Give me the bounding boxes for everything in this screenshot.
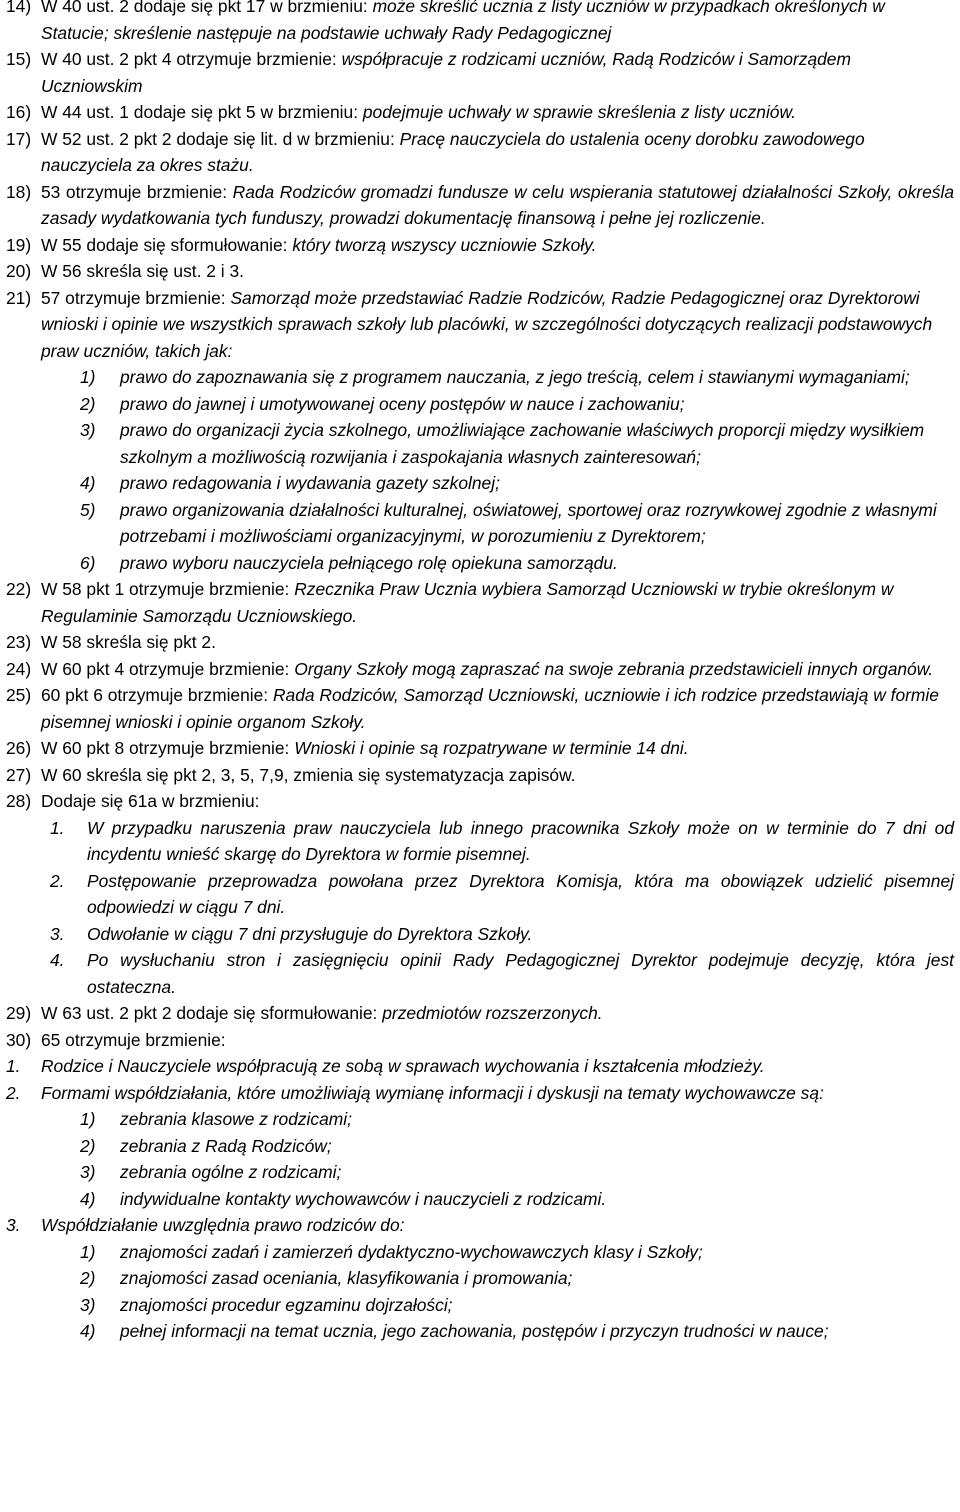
list-number: 3. bbox=[50, 923, 65, 944]
item-text: W 56 skreśla się ust. 2 i 3. bbox=[41, 261, 244, 281]
item-quote: Samorząd może przedstawiać Radzie Rodziców, Radzie Pedagogicznej oraz Dyrektorowi wnioski i opinie we wszystkich sprawach szkoły lub placówki, w szczególności dotyczących realizacji podstawowych praw uczniów, takich jak: bbox=[41, 287, 933, 361]
list-text: prawo do jawnej i umotywowanej oceny postępów w nauce i zachowaniu; bbox=[120, 393, 685, 414]
list-number: 1) bbox=[80, 1241, 96, 1262]
list-text: zebrania z Radą Rodziców; bbox=[120, 1135, 332, 1156]
list-item bbox=[6, 497, 954, 550]
item-text: 53 otrzymuje brzmienie: bbox=[41, 181, 233, 202]
item-text: Dodaje się 61a w brzmieniu: bbox=[41, 791, 260, 811]
amendment-item bbox=[6, 576, 954, 629]
item-quote: współpracuje z rodzicami uczniów, Radą Rodziców i Samorządem Uczniowskim bbox=[41, 49, 851, 96]
list-text: Po wysłuchaniu stron i zasięgnięciu opinii Rady Pedagogicznej Dyrektor podejmuje decyzję, która jest ostateczna. bbox=[87, 950, 954, 997]
list-item bbox=[6, 815, 954, 868]
item-number: 16) bbox=[6, 102, 32, 122]
list-item bbox=[6, 1106, 954, 1133]
list-text: prawo do organizacji życia szkolnego, umożliwiające zachowanie właściwych proporcji między wysiłkiem szkolnym a możliwością rozwijania i zaspokajania własnych zainteresowań; bbox=[120, 420, 925, 467]
list-number: 3) bbox=[80, 1294, 96, 1315]
amendment-item bbox=[6, 656, 954, 683]
article-paragraph bbox=[6, 1212, 954, 1239]
item-number: 21) bbox=[6, 287, 32, 308]
list-text: prawo redagowania i wydawania gazety szkolnej; bbox=[120, 473, 500, 493]
list-item bbox=[6, 1239, 954, 1266]
amendment-item bbox=[6, 0, 954, 46]
item-number: 20) bbox=[6, 261, 32, 281]
list-number: 3) bbox=[80, 420, 96, 440]
list-number: 4. bbox=[50, 950, 65, 970]
item-number: 18) bbox=[6, 181, 32, 202]
list-text: prawo do zapoznawania się z programem nauczania, z jego treścią, celem i stawianymi wymaganiami; bbox=[120, 367, 910, 387]
item-text: W 58 pkt 1 otrzymuje brzmienie: bbox=[41, 579, 295, 599]
amendment-item bbox=[6, 1027, 954, 1054]
list-number: 2) bbox=[80, 393, 96, 414]
list-item bbox=[6, 868, 954, 921]
item-quote: Organy Szkoły mogą zapraszać na swoje zebrania przedstawicieli innych organów. bbox=[294, 658, 934, 679]
list-number: 1) bbox=[80, 1109, 96, 1129]
item-text: W 40 ust. 2 pkt 4 otrzymuje brzmienie: bbox=[41, 49, 342, 69]
amendment-item bbox=[6, 126, 954, 179]
item-quote: Rzecznika Praw Ucznia wybiera Samorząd Uczniowski w trybie określonym w Regulaminie Samorządu Uczniowskiego. bbox=[41, 579, 894, 626]
amendment-item bbox=[6, 735, 954, 762]
paragraph-text: Współdziałanie uwzględnia prawo rodziców do: bbox=[41, 1215, 405, 1235]
list-number: 1) bbox=[80, 367, 96, 387]
item-number: 29) bbox=[6, 1003, 32, 1023]
list-text: indywidualne kontakty wychowawców i nauczycieli z rodzicami. bbox=[120, 1188, 607, 1209]
list-item bbox=[6, 1159, 954, 1186]
item-number: 14) bbox=[6, 0, 32, 16]
list-text: pełnej informacji na temat ucznia, jego zachowania, postępów i przyczyn trudności w nauce; bbox=[120, 1321, 829, 1341]
paragraph-text: Formami współdziałania, które umożliwiają wymianę informacji i dyskusji na tematy wychowawcze są: bbox=[41, 1082, 824, 1103]
item-text: 57 otrzymuje brzmienie: bbox=[41, 287, 231, 308]
list-text: prawo wyboru nauczyciela pełniącego rolę opiekuna samorządu. bbox=[120, 552, 618, 573]
amendment-item bbox=[6, 629, 954, 656]
paragraph-number: 3. bbox=[6, 1215, 21, 1235]
amendment-item bbox=[6, 788, 954, 815]
list-item bbox=[6, 1186, 954, 1213]
list-text: Postępowanie przeprowadza powołana przez Dyrektora Komisja, która ma obowiązek udzielić pisemnej odpowiedzi w ciągu 7 dni. bbox=[87, 870, 954, 917]
list-item bbox=[6, 417, 954, 470]
item-quote: może skreślić ucznia z listy uczniów w przypadkach określonych w Statucie; skreślenie następuje na podstawie uchwały Rady Pedagogicznej bbox=[41, 0, 885, 43]
item-number: 28) bbox=[6, 791, 32, 811]
paragraph-number: 2. bbox=[6, 1082, 21, 1103]
item-number: 15) bbox=[6, 49, 32, 69]
item-text: W 63 ust. 2 pkt 2 dodaje się sformułowanie: bbox=[41, 1003, 383, 1023]
list-number: 2) bbox=[80, 1135, 96, 1156]
item-text: 60 pkt 6 otrzymuje brzmienie: bbox=[41, 685, 273, 705]
amendment-item bbox=[6, 232, 954, 259]
list-text: Odwołanie w ciągu 7 dni przysługuje do Dyrektora Szkoły. bbox=[87, 923, 533, 944]
item-quote: Rada Rodziców gromadzi fundusze w celu wspierania statutowej działalności Szkoły, określa zasady wydatkowania tych funduszy, prowadzi dokumentację finansową i pełne jej rozliczenie. bbox=[41, 181, 954, 228]
item-text: W 55 dodaje się sformułowanie: bbox=[41, 234, 293, 255]
item-number: 22) bbox=[6, 579, 32, 599]
list-text: W przypadku naruszenia praw nauczyciela lub innego pracownika Szkoły może on w terminie do 7 dni od incydentu wnieść skargę do Dyrektora w formie pisemnej. bbox=[87, 817, 954, 864]
article-paragraph bbox=[6, 1080, 954, 1107]
list-number: 3) bbox=[80, 1162, 96, 1182]
amendment-item bbox=[6, 762, 954, 789]
list-number: 4) bbox=[80, 1321, 96, 1341]
item-text: 65 otrzymuje brzmienie: bbox=[41, 1029, 226, 1050]
list-item bbox=[6, 1318, 954, 1345]
amendment-item bbox=[6, 179, 954, 232]
item-text: W 60 pkt 8 otrzymuje brzmienie: bbox=[41, 738, 295, 758]
item-text: W 58 skreśla się pkt 2. bbox=[41, 632, 216, 652]
amendment-item bbox=[6, 1000, 954, 1027]
list-text: zebrania klasowe z rodzicami; bbox=[120, 1109, 352, 1129]
amendment-item bbox=[6, 46, 954, 99]
item-number: 26) bbox=[6, 738, 32, 758]
item-number: 23) bbox=[6, 632, 32, 652]
item-text: W 60 pkt 4 otrzymuje brzmienie: bbox=[41, 658, 295, 679]
item-number: 17) bbox=[6, 128, 32, 149]
amendment-item bbox=[6, 285, 954, 365]
list-item bbox=[6, 1265, 954, 1292]
document-page bbox=[6, 0, 954, 1345]
item-quote: podejmuje uchwały w sprawie skreślenia z listy uczniów. bbox=[362, 102, 796, 122]
item-quote: który tworzą wszyscy uczniowie Szkoły. bbox=[292, 234, 597, 255]
paragraph-number: 1. bbox=[6, 1056, 21, 1076]
list-item bbox=[6, 550, 954, 577]
list-text: znajomości procedur egzaminu dojrzałości; bbox=[120, 1294, 453, 1315]
list-item bbox=[6, 1133, 954, 1160]
item-text: W 40 ust. 2 dodaje się pkt 17 w brzmieniu: bbox=[41, 0, 373, 16]
list-number: 5) bbox=[80, 499, 96, 520]
list-item bbox=[6, 921, 954, 948]
list-number: 2. bbox=[50, 870, 65, 891]
item-number: 19) bbox=[6, 234, 32, 255]
amendment-item bbox=[6, 682, 954, 735]
amendment-item bbox=[6, 99, 954, 126]
item-number: 30) bbox=[6, 1029, 32, 1050]
list-text: znajomości zadań i zamierzeń dydaktyczno-wychowawczych klasy i Szkoły; bbox=[120, 1241, 703, 1262]
list-item bbox=[6, 470, 954, 497]
list-number: 1. bbox=[50, 817, 65, 838]
paragraph-text: Rodzice i Nauczyciele współpracują ze sobą w sprawach wychowania i kształcenia młodzieży. bbox=[41, 1056, 765, 1076]
list-number: 4) bbox=[80, 1188, 96, 1209]
list-item bbox=[6, 391, 954, 418]
list-number: 6) bbox=[80, 552, 96, 573]
item-text: W 60 skreśla się pkt 2, 3, 5, 7,9, zmienia się systematyzacja zapisów. bbox=[41, 764, 576, 785]
list-text: zebrania ogólne z rodzicami; bbox=[120, 1162, 342, 1182]
list-number: 2) bbox=[80, 1268, 96, 1288]
item-quote: Wnioski i opinie są rozpatrywane w terminie 14 dni. bbox=[294, 738, 689, 758]
list-item bbox=[6, 1292, 954, 1319]
article-paragraph bbox=[6, 1053, 954, 1080]
list-text: znajomości zasad oceniania, klasyfikowania i promowania; bbox=[120, 1268, 573, 1288]
item-number: 27) bbox=[6, 764, 32, 785]
list-text: prawo organizowania działalności kulturalnej, oświatowej, sportowej oraz rozrywkowej zgodnie z własnymi potrzebami i możliwościami organizacyjnymi, w porozumieniu z Dyrektorem; bbox=[120, 499, 937, 546]
item-text: W 52 ust. 2 pkt 2 dodaje się lit. d w brzmieniu: bbox=[41, 128, 400, 149]
item-quote: przedmiotów rozszerzonych. bbox=[382, 1003, 603, 1023]
list-item bbox=[6, 364, 954, 391]
item-number: 25) bbox=[6, 685, 32, 705]
item-number: 24) bbox=[6, 658, 32, 679]
item-quote: Pracę nauczyciela do ustalenia oceny dorobku zawodowego nauczyciela za okres stażu. bbox=[41, 128, 865, 175]
item-text: W 44 ust. 1 dodaje się pkt 5 w brzmieniu: bbox=[41, 102, 363, 122]
list-item bbox=[6, 947, 954, 1000]
item-quote: Rada Rodziców, Samorząd Uczniowski, uczniowie i ich rodzice przedstawiają w formie pisemnej wnioski i opinie organom Szkoły. bbox=[41, 685, 939, 732]
list-number: 4) bbox=[80, 473, 96, 493]
amendment-item bbox=[6, 258, 954, 285]
